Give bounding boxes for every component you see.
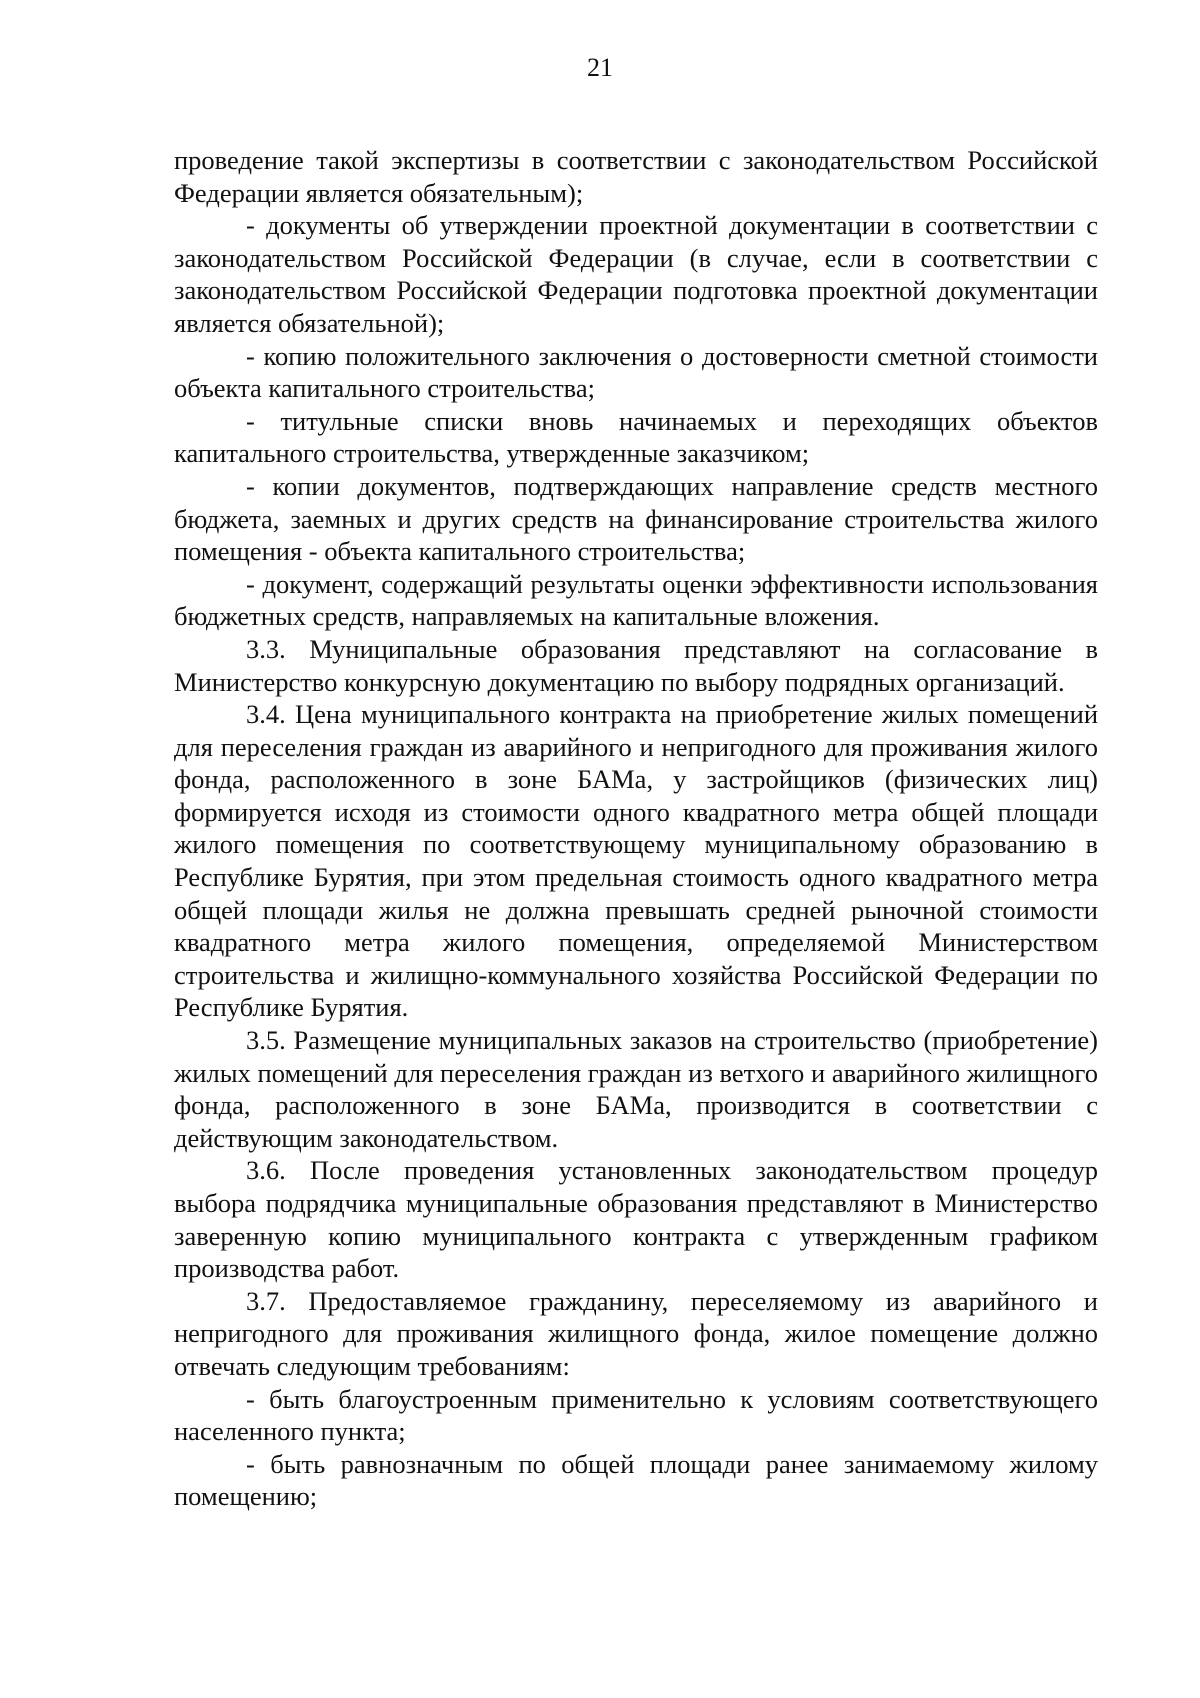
paragraph: 3.3. Муниципальные образования представляют на согласование в Министерство конкурсную документацию по выбору подрядных организаций. <box>174 633 1098 697</box>
paragraph: 3.7. Предоставляемое гражданину, переселяемому из аварийного и непригодного для проживания жилищного фонда, жилое помещение должно отвечать следующим требованиям: <box>174 1285 1098 1381</box>
paragraph: - копии документов, подтверждающих направление средств местного бюджета, заемных и других средств на финансирование строительства жилого помещения - объекта капитального строительства; <box>174 470 1098 567</box>
paragraph: проведение такой экспертизы в соответствии с законодательством Российской Федерации является обязательным); <box>174 145 1098 208</box>
page-number: 21 <box>587 53 613 82</box>
paragraph: - быть равнозначным по общей площади ранее занимаемому жилому помещению; <box>174 1448 1098 1512</box>
paragraph: - быть благоустроенным применительно к условиям соответствующего населенного пункта; <box>174 1383 1098 1447</box>
paragraph: - документ, содержащий результаты оценки эффективности использования бюджетных средств, направляемых на капитальные вложения. <box>174 568 1098 632</box>
document-body <box>174 144 1098 1513</box>
paragraph: 3.5. Размещение муниципальных заказов на строительство (приобретение) жилых помещений для переселения граждан из ветхого и аварийного жилищного фонда, расположенного в зоне БАМа, производится в соответствии с действующим законодательством. <box>174 1025 1098 1153</box>
paragraph: 3.4. Цена муниципального контракта на приобретение жилых помещений для переселения граждан из аварийного и непригодного для проживания жилого фонда, расположенного в зоне БАМа, у застройщиков (физических лиц) формируется исходя из стоимости одного квадратного метра общей площади жилого помещения по соответствующему муниципальному образованию в Республике Бурятия, при этом предельная стоимость одного квадратного метра общей площади жилья не должна превышать средней рыночной стоимости квадратного метра жилого помещения, определяемой Министерством строительства и жилищно-коммунального хозяйства Российской Федерации по Республике Бурятия. <box>174 699 1098 1023</box>
paragraph: - копию положительного заключения о достоверности сметной стоимости объекта капитального строительства; <box>174 340 1098 404</box>
paragraph: - титульные списки вновь начинаемых и переходящих объектов капитального строительства, утвержденные заказчиком; <box>174 405 1098 469</box>
paragraph: 3.6. После проведения установленных законодательством процедур выбора подрядчика муниципальные образования представляют в Министерство заверенную копию муниципального контракта с утвержденным графиком производства работ. <box>174 1155 1098 1284</box>
paragraph: - документы об утверждении проектной документации в соответствии с законодательством Российской Федерации (в случае, если в соответствии с законодательством Российской Федерации подготовка проектной документации является обязательной); <box>174 210 1098 338</box>
